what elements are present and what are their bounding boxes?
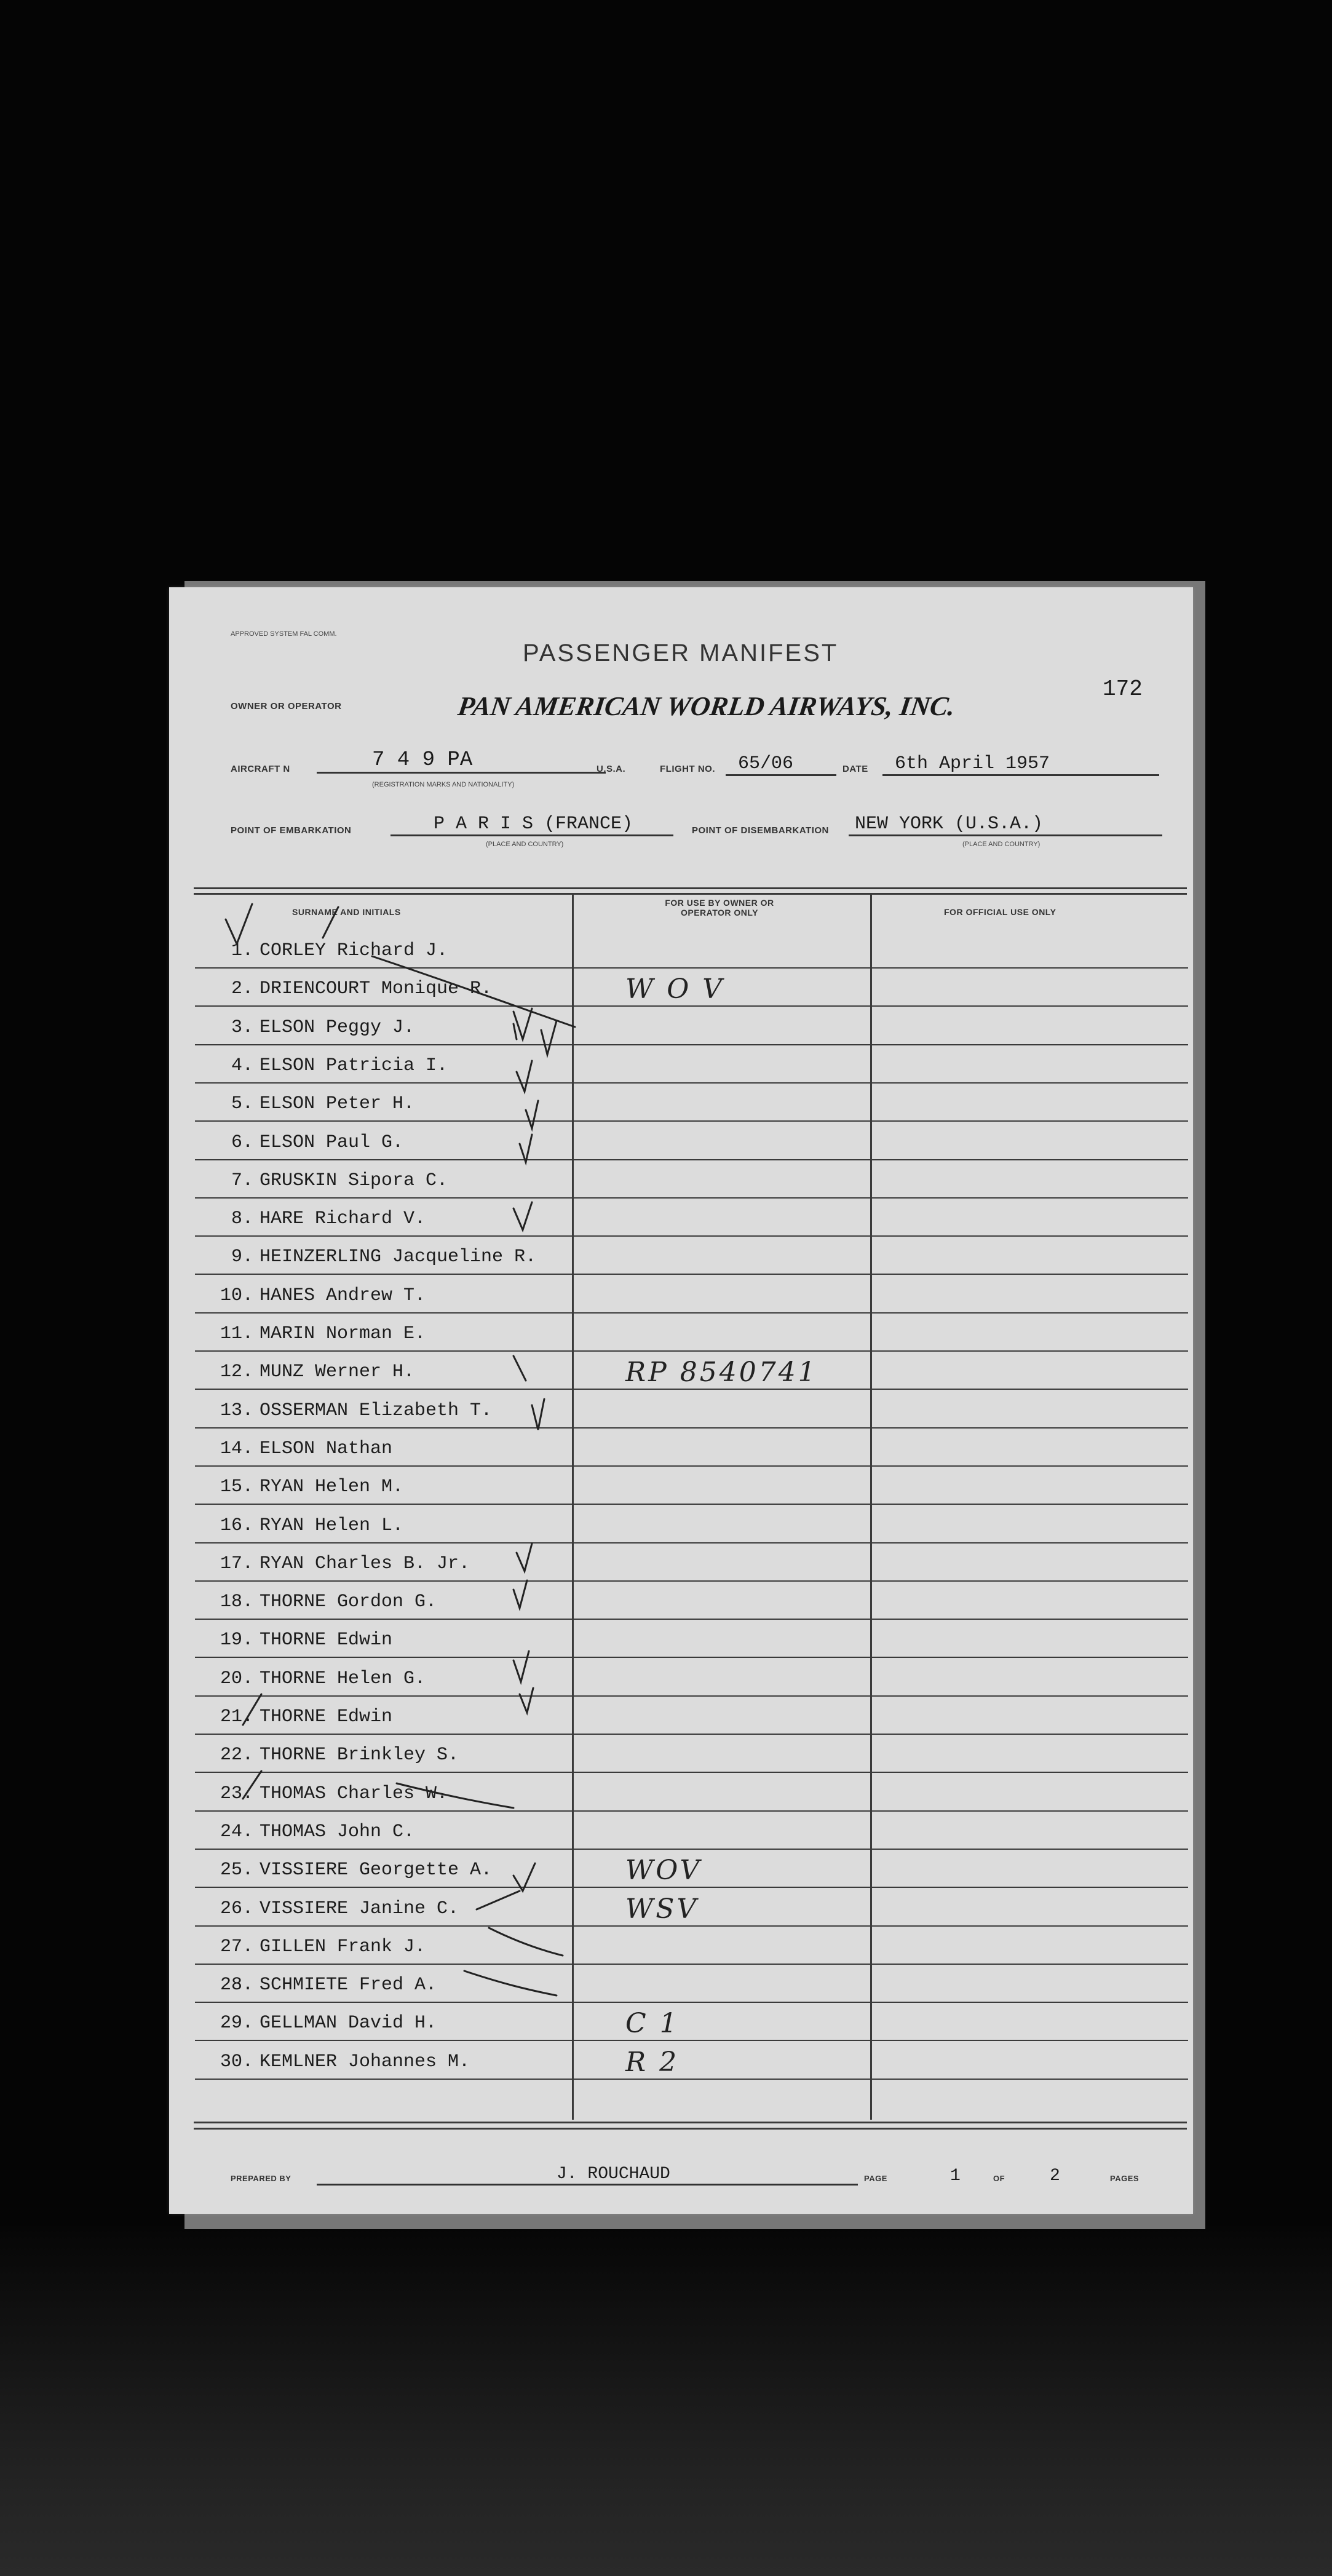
passenger-name: THORNE Helen G.: [260, 1668, 426, 1689]
passenger-name: HARE Richard V.: [260, 1208, 426, 1230]
operator-note: WSV: [625, 1893, 699, 1925]
row-number: 29.: [220, 2013, 253, 2034]
embark-label: POINT OF EMBARKATION: [231, 825, 352, 836]
row-number: 4.: [231, 1055, 253, 1076]
row-number: 26.: [220, 1898, 253, 1919]
date-value: 6th April 1957: [882, 753, 1159, 776]
row-number: 21.: [220, 1706, 253, 1727]
of-value: 2: [1050, 2166, 1060, 2186]
passenger-name: DRIENCOURT Monique R.: [260, 978, 493, 1000]
column-header-operator: FOR USE BY OWNER OR OPERATOR ONLY: [665, 898, 774, 917]
check-mark-row-4: [517, 1061, 532, 1092]
line-mark-row-25: [397, 1783, 513, 1808]
row-number: 30.: [220, 2051, 253, 2072]
row-number: 15.: [220, 1476, 253, 1498]
check-mark-row-5: [526, 1101, 538, 1128]
line-mark-row-28: [477, 1891, 520, 1909]
aircraft-value: 7 4 9 PA: [317, 748, 606, 774]
embark-sub-label: (PLACE AND COUNTRY): [486, 841, 564, 848]
pages-label: PAGES: [1110, 2174, 1140, 2183]
row-number: 19.: [220, 1630, 253, 1651]
operator-note: C 1: [625, 2008, 680, 2040]
disembark-sub-label: (PLACE AND COUNTRY): [962, 841, 1041, 848]
passenger-name: THOMAS John C.: [260, 1821, 415, 1842]
line-mark-row-2: [372, 956, 575, 1027]
passenger-name: ELSON Peter H.: [260, 1093, 415, 1115]
passenger-name: ELSON Peggy J.: [260, 1017, 415, 1038]
passenger-name: GRUSKIN Sipora C.: [260, 1170, 448, 1191]
tick-row-2: [513, 1024, 517, 1039]
slash-mark-row-24: [243, 1771, 261, 1799]
manifest-page: [169, 587, 1193, 2214]
flight-number: 65/06: [726, 753, 836, 776]
check-mark-row-14: [532, 1399, 544, 1430]
operator-note: WOV: [625, 1855, 702, 1887]
disembark-label: POINT OF DISEMBARKATION: [692, 825, 829, 836]
column-header-surname: SURNAME AND INITIALS: [292, 907, 401, 917]
row-number: 14.: [220, 1438, 253, 1459]
page-label: PAGE: [864, 2174, 887, 2183]
row-number: 16.: [220, 1515, 253, 1536]
slash-mark-row-23: [243, 1694, 261, 1725]
passenger-name: THORNE Gordon G.: [260, 1591, 437, 1613]
passenger-name: RYAN Helen M.: [260, 1476, 404, 1498]
row-number: 8.: [231, 1208, 253, 1230]
row-number: 13.: [220, 1400, 253, 1421]
row-number: 12.: [220, 1361, 253, 1383]
prepared-label: PREPARED BY: [231, 2174, 291, 2183]
line-mark-row-30: [464, 1971, 557, 1995]
passenger-name: ELSON Paul G.: [260, 1131, 404, 1153]
row-number: 22.: [220, 1745, 253, 1766]
owner-label: OWNER OR OPERATOR: [231, 701, 342, 711]
row-number: 11.: [220, 1323, 253, 1344]
row-number: 7.: [231, 1170, 253, 1191]
page-number: 172: [1103, 676, 1143, 702]
nationality: U.S.A.: [597, 764, 626, 774]
passenger-name: THORNE Edwin: [260, 1630, 393, 1651]
passenger-name: SCHMIETE Fred A.: [260, 1975, 437, 1996]
row-number: 18.: [220, 1591, 253, 1613]
handwritten-marks: [169, 587, 1193, 2214]
check-mark-row-9: [513, 1202, 532, 1230]
check-mark-row-27: [513, 1863, 535, 1891]
flight-label: FLIGHT NO.: [660, 764, 715, 774]
embark-value: P A R I S (FRANCE): [390, 814, 673, 836]
disembark-value: NEW YORK (U.S.A.): [849, 814, 1162, 836]
check-mark-row-3b: [541, 1021, 557, 1055]
column-header-official: FOR OFFICIAL USE ONLY: [944, 907, 1056, 917]
passenger-name: VISSIERE Georgette A.: [260, 1860, 493, 1881]
passenger-name: GILLEN Frank J.: [260, 1936, 426, 1957]
row-number: 9.: [231, 1246, 253, 1268]
form-title: PASSENGER MANIFEST: [523, 640, 839, 667]
passenger-name: HEINZERLING Jacqueline R.: [260, 1246, 537, 1268]
row-number: 5.: [231, 1093, 253, 1115]
row-number: 20.: [220, 1668, 253, 1689]
passenger-name: OSSERMAN Elizabeth T.: [260, 1400, 493, 1421]
scan-background-gradient: [0, 2226, 1332, 2576]
passenger-name: THOMAS Charles W.: [260, 1783, 448, 1804]
row-number: 27.: [220, 1936, 253, 1957]
row-number: 17.: [220, 1553, 253, 1574]
aircraft-label: AIRCRAFT N: [231, 764, 290, 774]
row-number: 25.: [220, 1860, 253, 1881]
passenger-name: RYAN Charles B. Jr.: [260, 1553, 470, 1574]
passenger-name: VISSIERE Janine C.: [260, 1898, 459, 1919]
date-label: DATE: [842, 764, 868, 774]
prepared-by: J. ROUCHAUD: [557, 2165, 670, 2184]
row-number: 28.: [220, 1975, 253, 1996]
owner-name: PAN AMERICAN WORLD AIRWAYS, INC.: [456, 691, 957, 721]
passenger-name: THORNE Brinkley S.: [260, 1745, 459, 1766]
passenger-name: GELLMAN David H.: [260, 2013, 437, 2034]
passenger-name: MUNZ Werner H.: [260, 1361, 415, 1383]
check-mark-row-18: [517, 1544, 532, 1571]
row-number: 3.: [231, 1017, 253, 1038]
passenger-name: ELSON Nathan: [260, 1438, 393, 1459]
passenger-name: RYAN Helen L.: [260, 1515, 404, 1536]
operator-note: RP 8540741: [625, 1357, 818, 1389]
row-number: 10.: [220, 1285, 253, 1306]
line-mark-row-12: [513, 1356, 526, 1381]
line-mark-row-29: [489, 1928, 563, 1956]
passenger-name: HANES Andrew T.: [260, 1285, 426, 1306]
check-mark-row-1: [226, 904, 252, 944]
approval-stamp: APPROVED SYSTEM FAL COMM.: [231, 630, 337, 638]
operator-note: W O V: [625, 973, 725, 1005]
aircraft-sub-label: (REGISTRATION MARKS AND NATIONALITY): [372, 781, 515, 788]
passenger-name: ELSON Patricia I.: [260, 1055, 448, 1076]
check-mark-row-21: [513, 1651, 529, 1682]
slash-mark-row-1: [323, 907, 338, 938]
of-label: OF: [993, 2174, 1005, 2183]
row-number: 6.: [231, 1131, 253, 1153]
passenger-name: MARIN Norman E.: [260, 1323, 426, 1344]
passenger-name: KEMLNER Johannes M.: [260, 2051, 470, 2072]
row-number: 23.: [220, 1783, 253, 1804]
passenger-name: CORLEY Richard J.: [260, 940, 448, 961]
row-number: 1.: [231, 940, 253, 961]
passenger-name: THORNE Edwin: [260, 1706, 393, 1727]
row-number: 2.: [231, 978, 253, 1000]
check-mark-row-22: [520, 1688, 533, 1713]
page-value: 1: [950, 2166, 961, 2186]
check-mark-row-19: [513, 1580, 527, 1608]
check-mark-row-6: [520, 1135, 532, 1162]
row-number: 24.: [220, 1821, 253, 1842]
operator-note: R 2: [625, 2046, 680, 2078]
